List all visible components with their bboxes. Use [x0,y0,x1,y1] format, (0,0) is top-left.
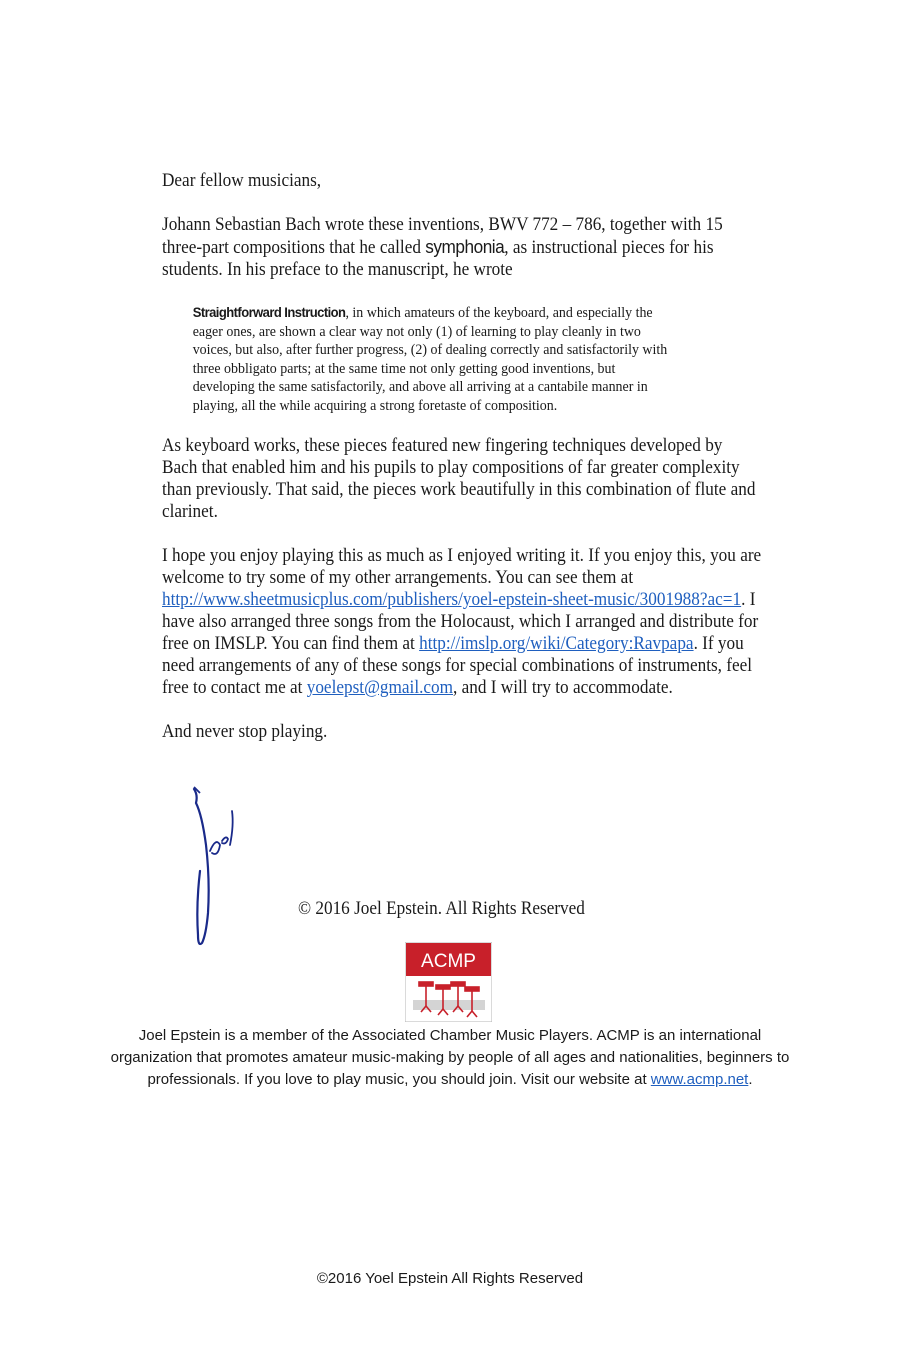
paragraph-intro [162,214,762,281]
acmp-website-link[interactable]: www.acmp.net [650,1071,749,1088]
imslp-link[interactable]: http://imslp.org/wiki/Category:Ravpapa [419,634,694,654]
acmp-logo-text: ACMP [421,951,476,972]
intro-emphasis: symphonia [425,236,505,257]
acmp-membership-note [100,1025,800,1091]
quote-text: , in which amateurs of the keyboard, and especially the eager ones, are shown a clear way not only (1) of learning to play cleanly in two voices, but also, after further progress, (2) of dealing correctly and satisfactorily with three obbligato parts; at the same time not only getting good inventions, but developing the same satisfactorily, and above all arriving at a cantabile manner in playing, all the while acquiring a strong foretaste of composition. [192,305,668,414]
closing-line: And never stop playing. [162,722,328,742]
acmp-note-text: Joel Epstein is a member of the Associated Chamber Music Players. ACMP is an international organization that promotes amateur music-making by people of all ages and nationalities, beginners to professionals. If you love to play music, you should join. Visit our website at [110,1027,790,1088]
acmp-logo [405,942,492,1022]
email-link[interactable]: yoelepst@gmail.com [306,678,454,698]
footer-copyright: ©2016 Yoel Epstein All Rights Reserved [316,1270,584,1287]
letter-body [162,170,762,765]
acmp-note-end: . [748,1071,753,1088]
arrangements-text-3: . If you need arrangements of any of these songs for special combinations of instruments, feel free to contact me at [162,634,753,698]
arrangements-text: I hope you enjoy playing this as much as I enjoyed writing it. If you enjoy this, you are welcome to try some of my other arrangements. You can see them at [162,546,762,588]
copyright-line: © 2016 Joel Epstein. All Rights Reserved [298,899,585,919]
paragraph-keyboard-works: As keyboard works, these pieces featured new fingering techniques developed by Bach that enabled him and his pupils to play compositions of far greater complexity than previously. That said, the pieces work beautifully in this combination of flute and clarinet. [162,436,756,522]
arrangements-text-2: . I have also arranged three songs from the Holocaust, which I arranged and distribute for free on IMSLP. You can find them at [162,590,759,654]
arrangements-text-4: , and I will try to accommodate. [453,678,673,698]
sheetmusicplus-link[interactable]: http://www.sheetmusicplus.com/publishers/yoel-epstein-sheet-music/3001988?ac=1 [162,590,742,610]
greeting: Dear fellow musicians, [162,171,322,191]
block-quote [193,303,677,415]
paragraph-arrangements [162,545,762,699]
signature-image [180,785,250,950]
quote-lead: Straightforward Instruction [192,304,346,320]
intro-text: Johann Sebastian Bach wrote these inventions, BWV 772 – 786, together with 15 three-part compositions that he called [162,215,723,258]
intro-text-end: , as instructional pieces for his students. In his preface to the manuscript, he wrote [162,238,714,280]
